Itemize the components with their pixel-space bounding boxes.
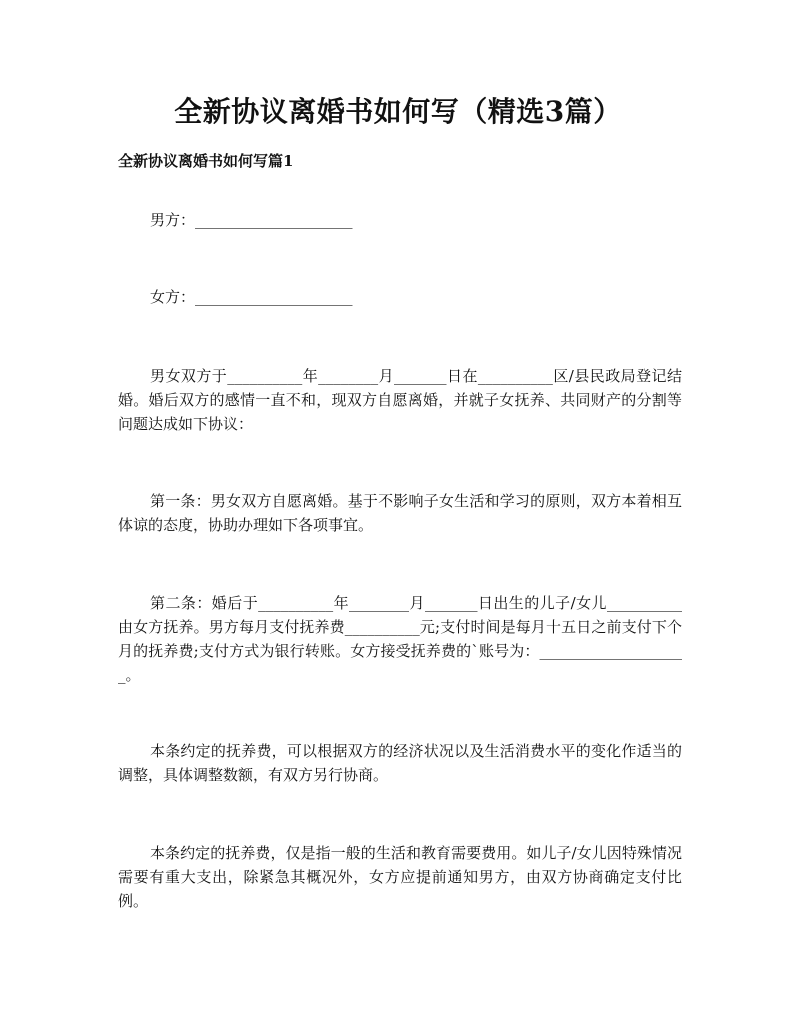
wife-line: 女方：_____________________ <box>150 288 353 306</box>
husband-line: 男方：_____________________ <box>150 211 353 229</box>
paragraph-article-two: 第二条：婚后于__________年________月_______日出生的儿子/女儿__________由女方抚养。男方每月支付抚养费__________元;支付时间是每月十五日之前支付下个月的抚养费;支付方式为银行转账。女方接受抚养费的`账号为：____________________。 <box>118 594 682 684</box>
paragraph-support-adjustment: 本条约定的抚养费，可以根据双方的经济状况以及生活消费水平的变化作适当的调整，具体调整数额，有双方另行协商。 <box>118 742 682 784</box>
document-title: 全新协议离婚书如何写（精选3篇） <box>174 95 622 128</box>
section-heading: 全新协议离婚书如何写篇1 <box>118 152 294 170</box>
paragraph-article-one: 第一条：男女双方自愿离婚。基于不影响子女生活和学习的原则，双方本着相互体谅的态度，协助办理如下各项事宜。 <box>118 492 682 534</box>
paragraph-support-scope: 本条约定的抚养费，仅是指一般的生活和教育需要费用。如儿子/女儿因特殊情况需要有重大支出，除紧急其概况外，女方应提前通知男方，由双方协商确定支付比例。 <box>118 844 682 910</box>
paragraph-marriage-registration: 男女双方于__________年________月_______日在__________区/县民政局登记结婚。婚后双方的感情一直不和，现双方自愿离婚，并就子女抚养、共同财产的分割等问题达成如下协议： <box>118 367 682 433</box>
